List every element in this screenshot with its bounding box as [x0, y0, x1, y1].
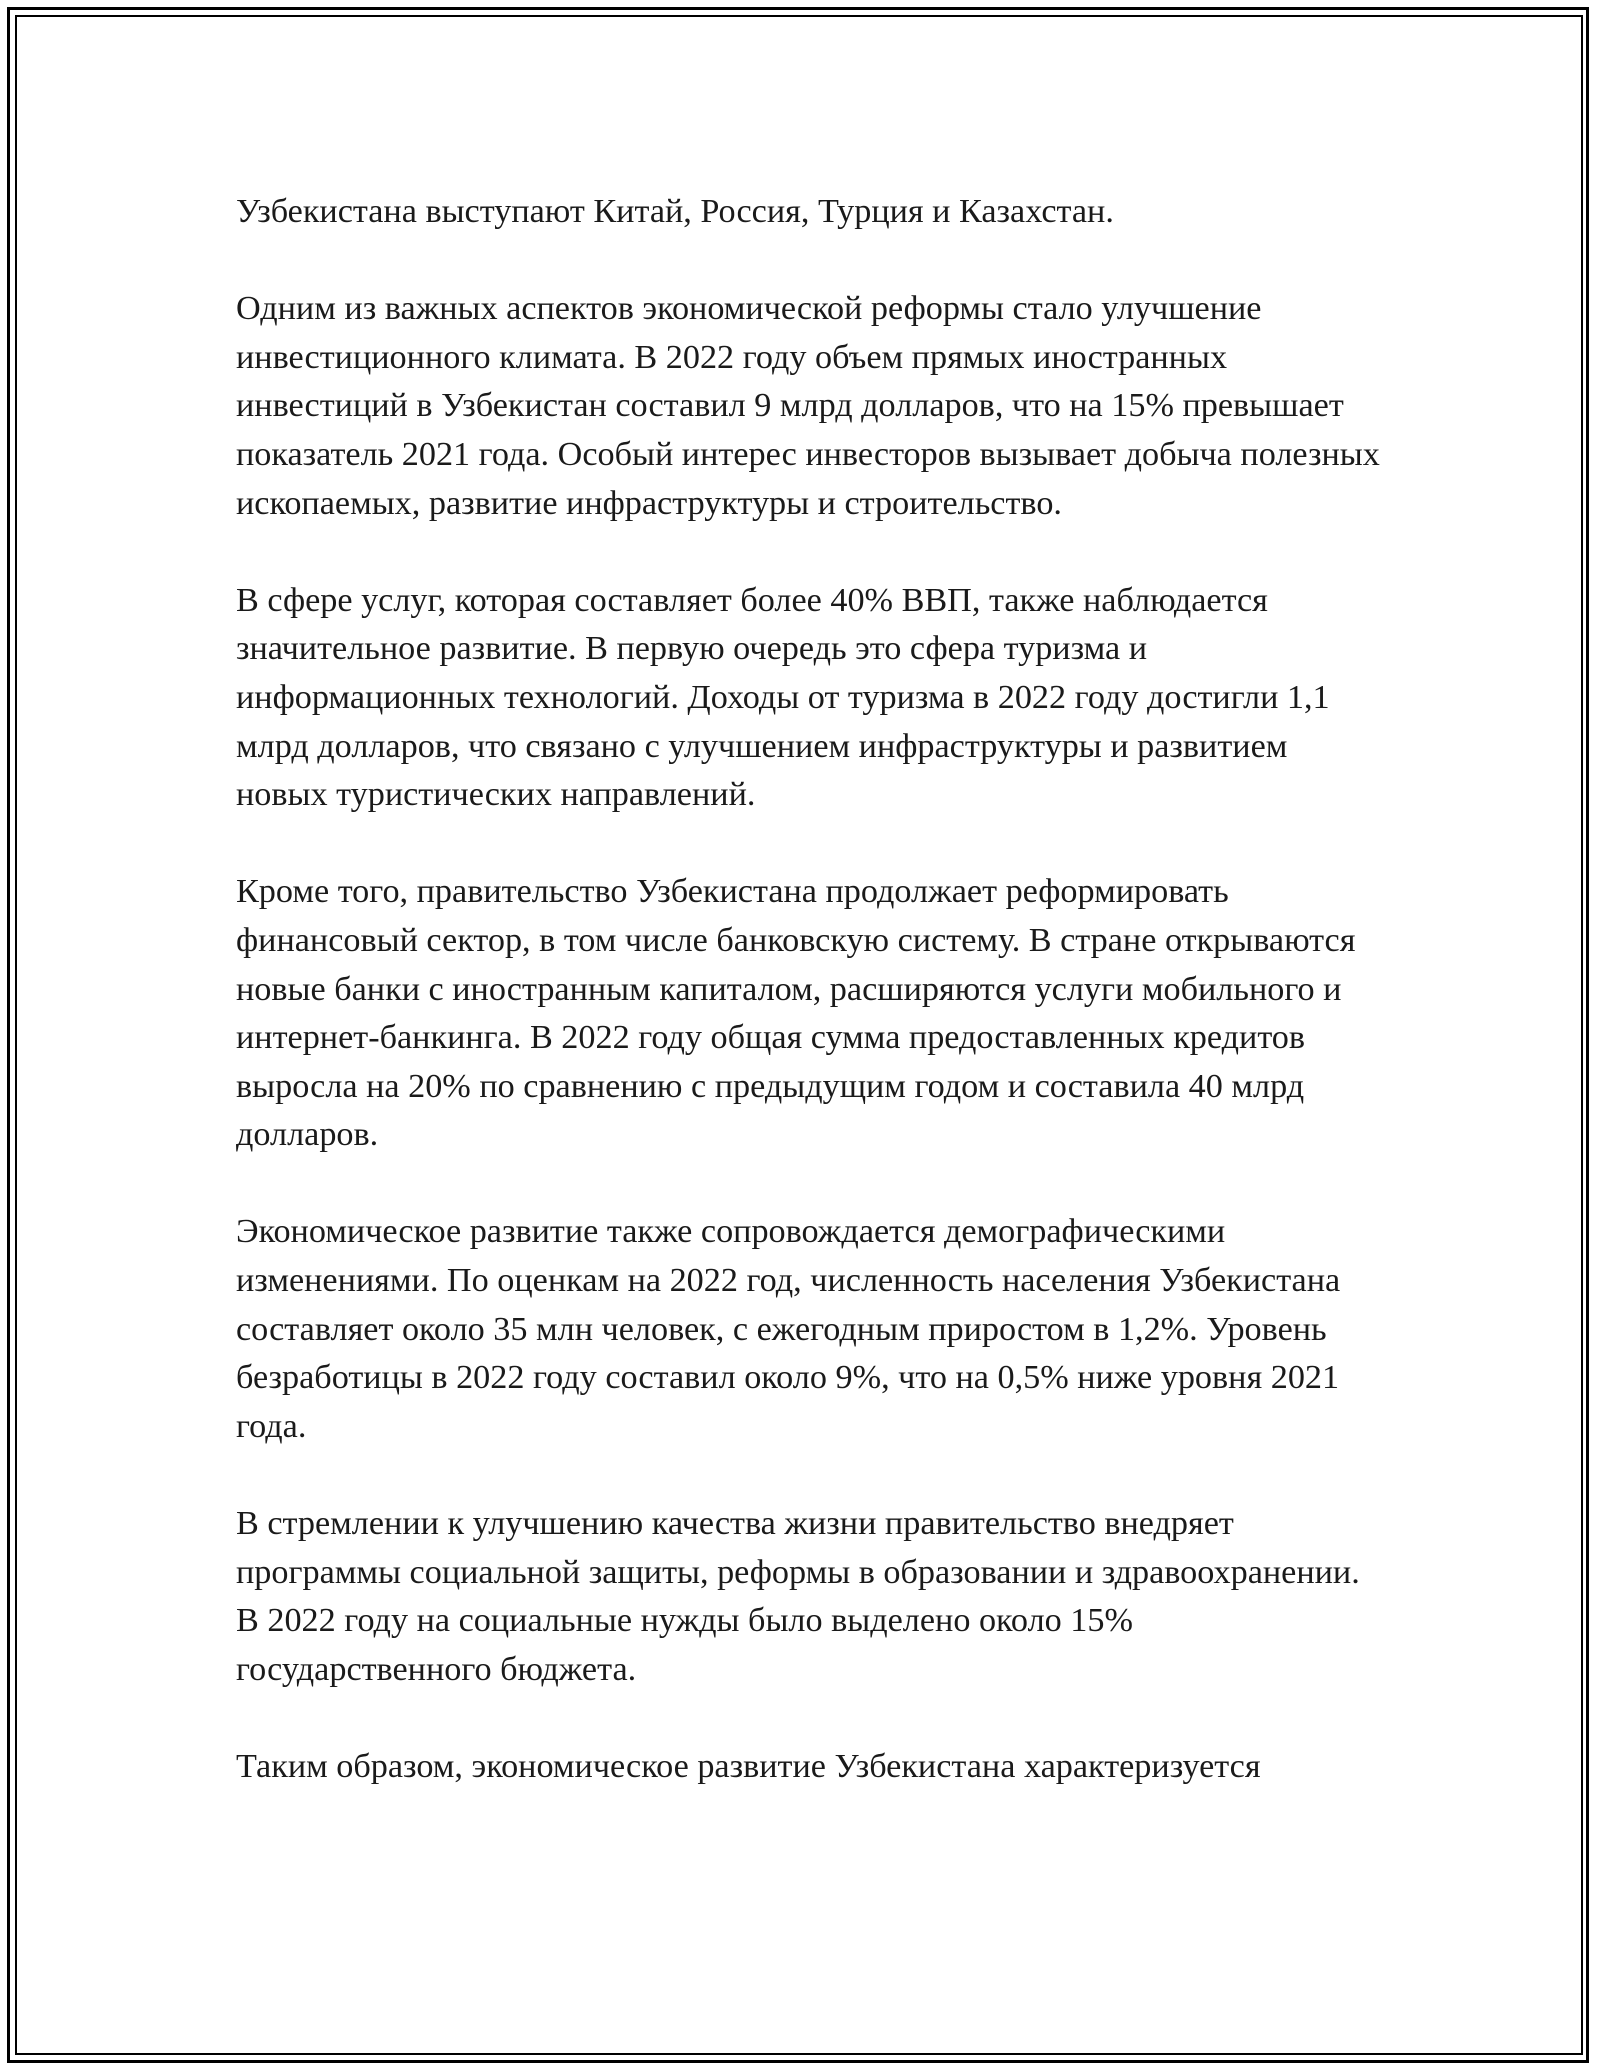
paragraph-conclusion: Таким образом, экономическое развитие Узбекистана характеризуется [236, 1748, 1261, 1785]
paragraph-financial-sector: Кроме того, правительство Узбекистана продолжает реформировать финансовый сектор, в том числе банковскую систему. В стране открываются новые банки с иностранным капиталом, расширяются услуги мобильного и интернет-банкинга. В 2022 году общая сумма предоставленных кредитов выросла на 20% по сравнению с предыдущим годом и составила 40 млрд долларов. [236, 873, 1356, 1154]
paragraph-trading-partners: Узбекистана выступают Китай, Россия, Турция и Казахстан. [236, 193, 1114, 230]
paragraph-social-programs: В стремлении к улучшению качества жизни правительство внедряет программы социальной защиты, реформы в образовании и здравоохранении. В 2022 году на социальные нужды было выделено около 15% государственного бюджета. [236, 1505, 1360, 1688]
paragraph-services-sector: В сфере услуг, которая составляет более 40% ВВП, также наблюдается значительное развитие. В первую очередь это сфера туризма и информационных технологий. Доходы от туризма в 2022 году достигли 1,1 млрд долларов, что связано с улучшением инфраструктуры и развитием новых туристических направлений. [236, 581, 1330, 814]
paragraph-investment-climate: Одним из важных аспектов экономической реформы стало улучшение инвестиционного климата. В 2022 году объем прямых иностранных инвестиций в Узбекистан составил 9 млрд долларов, что на 15% превышает показатель 2021 года. Особый интерес инвесторов вызывает добыча полезных ископаемых, развитие инфраструктуры и строительство. [236, 290, 1380, 522]
paragraph-demographics: Экономическое развитие также сопровождается демографическими изменениями. По оценкам на 2022 год, численность населения Узбекистана составляет около 35 млн человек, с ежегодным приростом в 1,2%. Уровень безработицы в 2022 году составил около 9%, что на 0,5% ниже уровня 2021 года. [236, 1213, 1341, 1445]
document-body [236, 188, 1386, 1840]
